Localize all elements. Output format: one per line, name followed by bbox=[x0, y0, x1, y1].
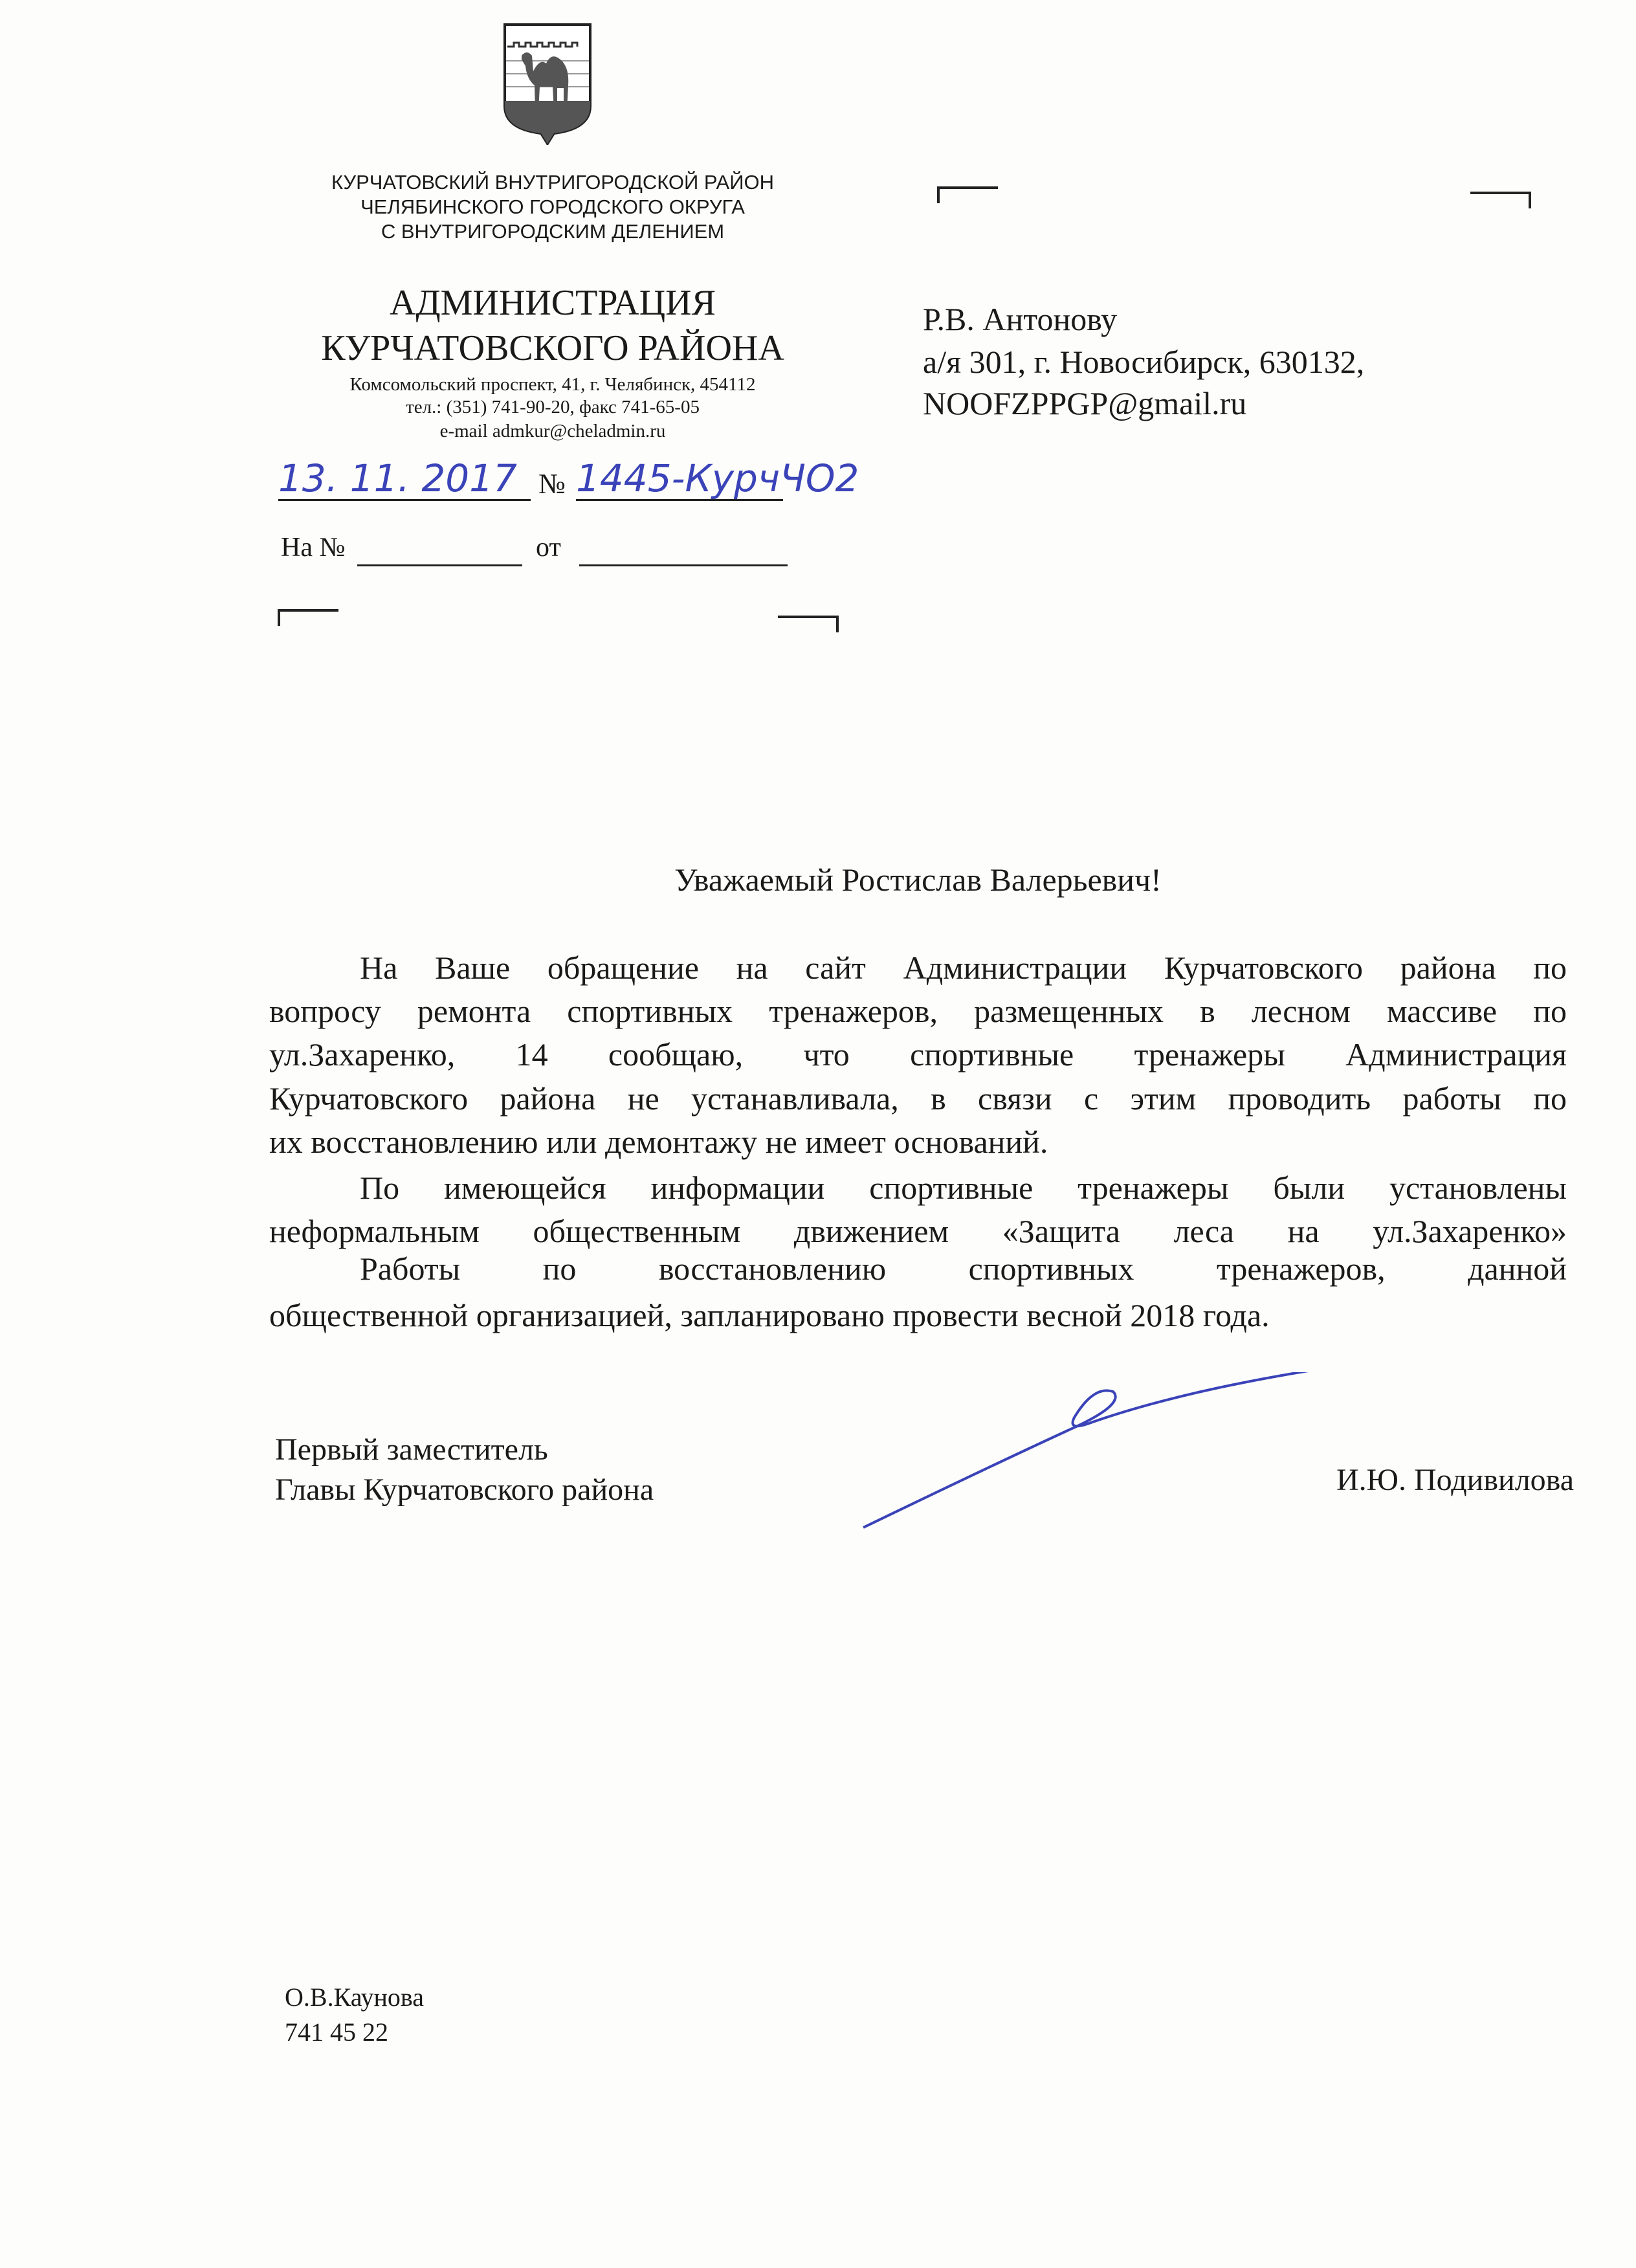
ref-label: На № bbox=[281, 533, 346, 562]
org-address: Комсомольский проспект, 41, г. Челябинск, 454112 bbox=[349, 374, 756, 395]
signer-position-line-1: Первый заместитель bbox=[275, 1432, 548, 1467]
body-line: Курчатовского района не устанавливала, в связи с этим проводить работы по bbox=[269, 1080, 1567, 1117]
ref-number-blank bbox=[357, 532, 522, 566]
handwritten-date: 13. 11. 2017 bbox=[278, 456, 517, 500]
body-line: Работы по восстановлению спортивных тренажеров, данной bbox=[360, 1251, 1567, 1287]
corner-mark bbox=[937, 186, 998, 203]
body-line: По имеющейся информации спортивные тренажеры были установлены bbox=[360, 1170, 1567, 1206]
org-phone: тел.: (351) 741-90-20, факс 741-65-05 bbox=[406, 397, 700, 417]
body-line: их восстановлению или демонтажу не имеет оснований. bbox=[269, 1124, 1048, 1160]
body-line: На Ваше обращение на сайт Администрации Курчатовского района по bbox=[360, 950, 1567, 986]
body-line: общественной организацией, запланировано провести весной 2018 года. bbox=[269, 1297, 1270, 1333]
handwritten-number: 1445-КурчЧО2 bbox=[576, 456, 859, 500]
recipient-email: NOOFZPPGP@gmail.ru bbox=[923, 385, 1247, 421]
number-sign: № bbox=[538, 468, 566, 500]
body-line: ул.Захаренко, 14 сообщаю, что спортивные тренажеры Администрация bbox=[269, 1036, 1567, 1073]
org-title-line-1: АДМИНИСТРАЦИЯ bbox=[390, 283, 716, 323]
recipient-address: а/я 301, г. Новосибирск, 630132, bbox=[923, 344, 1365, 380]
body-line: вопросу ремонта спортивных тренажеров, размещенных в лесном массиве по bbox=[269, 993, 1567, 1029]
signer-name: И.Ю. Подивилова bbox=[1336, 1463, 1574, 1497]
org-title-line-2: КУРЧАТОВСКОГО РАЙОНА bbox=[321, 328, 784, 368]
corner-mark bbox=[278, 609, 338, 626]
ref-date-blank bbox=[579, 532, 788, 566]
executor-name: О.В.Каунова bbox=[285, 1983, 424, 2012]
date-field bbox=[278, 456, 531, 501]
corner-mark bbox=[778, 616, 839, 632]
executor-phone: 741 45 22 bbox=[285, 2018, 388, 2047]
corner-mark bbox=[1470, 192, 1531, 208]
district-line-3: С ВНУТРИГОРОДСКИМ ДЕЛЕНИЕМ bbox=[381, 220, 725, 243]
body-line: неформальным общественным движением «Защита леса на ул.Захаренко» bbox=[269, 1213, 1567, 1249]
district-line-2: ЧЕЛЯБИНСКОГО ГОРОДСКОГО ОКРУГА bbox=[360, 195, 745, 218]
signer-position-line-2: Главы Курчатовского района bbox=[275, 1473, 654, 1507]
ref-from-label: от bbox=[536, 533, 561, 562]
org-email: e-mail admkur@cheladmin.ru bbox=[439, 421, 666, 441]
greeting: Уважаемый Ростислав Валерьевич! bbox=[674, 862, 1162, 898]
number-field bbox=[576, 456, 859, 501]
handwritten-signature bbox=[854, 1372, 1346, 1544]
recipient-name: Р.В. Антонову bbox=[923, 301, 1118, 337]
coat-of-arms-emblem bbox=[502, 22, 593, 145]
district-line-1: КУРЧАТОВСКИЙ ВНУТРИГОРОДСКОЙ РАЙОН bbox=[331, 171, 774, 194]
